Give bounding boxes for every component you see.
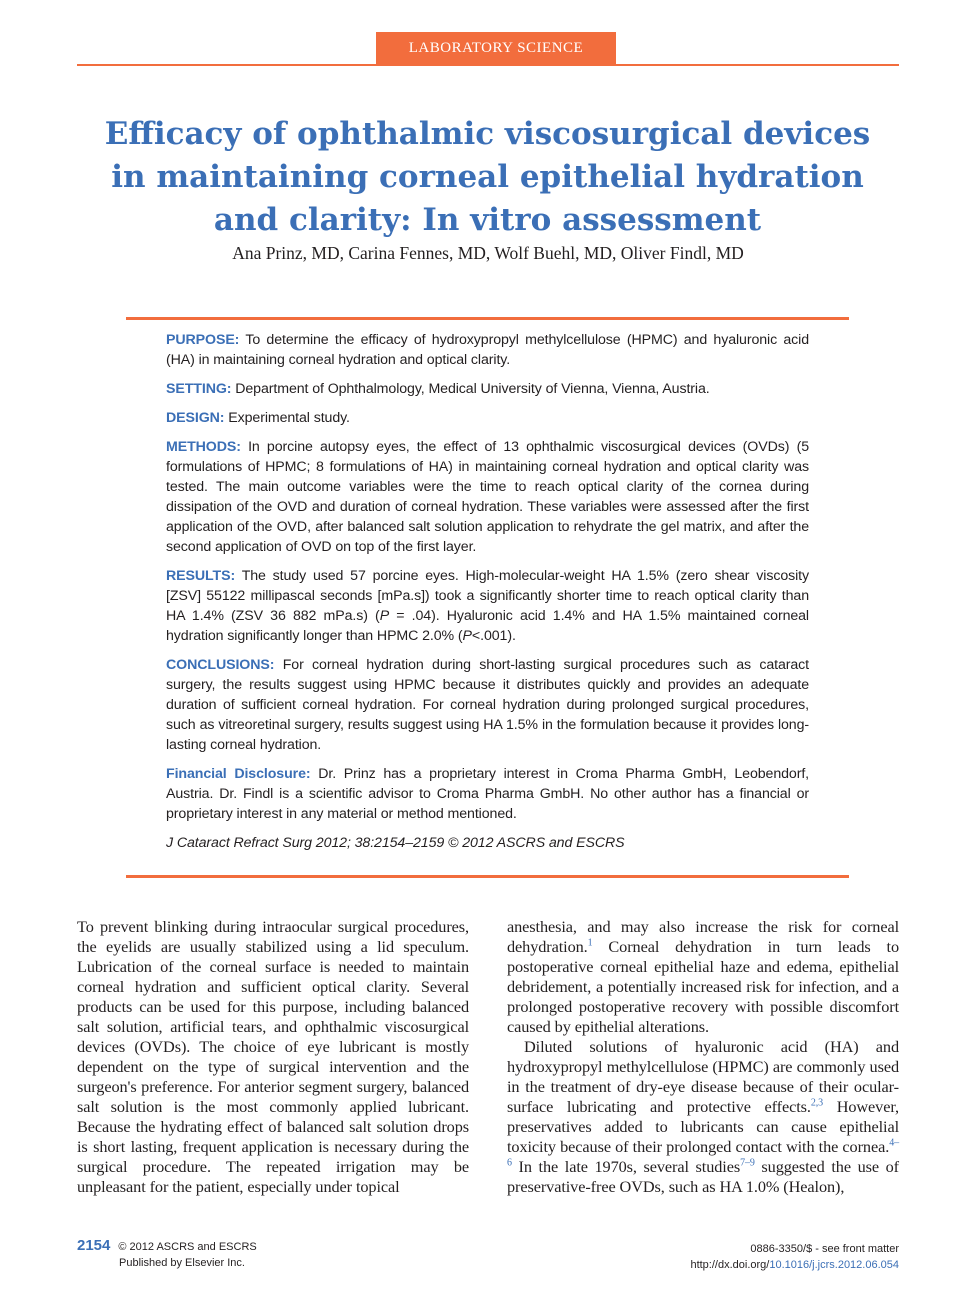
body-text: However, preservatives added to lubricants can cause epithelial toxicity because of their prolonged contact with the cornea. bbox=[507, 1097, 899, 1156]
footer-issn: 0886-3350/$ - see front matter bbox=[750, 1243, 899, 1255]
methods-label: METHODS: bbox=[166, 439, 241, 455]
methods-text: In porcine autopsy eyes, the effect of 13 ophthalmic viscosurgical devices (OVDs) (5 formulations of HPMC; 8 formulations of HA) in maintaining corneal hydration and optical clarity was tested. The main outcome variables were the time to reach optical clarity of the cornea during dissipation of the OVD and duration of corneal hydration. These variables were assessed after the first application of the OVD, after balanced salt solution application to rehydrate the gel matrix, and after the second application of OVD on top of the first layer. bbox=[166, 439, 809, 555]
body-paragraph bbox=[507, 917, 899, 1037]
conclusions-label: CONCLUSIONS: bbox=[166, 657, 275, 673]
abstract-design bbox=[166, 408, 809, 428]
author-list: Ana Prinz, MD, Carina Fennes, MD, Wolf Buehl, MD, Oliver Findl, MD bbox=[232, 243, 744, 263]
p-value-symbol: P bbox=[379, 608, 390, 624]
abstract-setting bbox=[166, 379, 809, 399]
reference-link[interactable]: 4–6 bbox=[507, 1137, 899, 1169]
title-line-3: and clarity: In vitro assessment bbox=[213, 201, 762, 238]
design-text: Experimental study. bbox=[228, 410, 350, 426]
doi-link[interactable]: 10.1016/j.jcrs.2012.06.054 bbox=[769, 1259, 899, 1271]
footer-right bbox=[690, 1241, 899, 1273]
abstract-purpose bbox=[166, 330, 809, 370]
section-tag: LABORATORY SCIENCE bbox=[376, 32, 616, 65]
disclosure-text: Dr. Prinz has a proprietary interest in Croma Pharma GmbH, Leobendorf, Austria. Dr. Findl is a scientific advisor to Croma Pharma GmbH. No other author has a financial or proprietary interest in any material or method mentioned. bbox=[166, 766, 810, 822]
results-label: RESULTS: bbox=[166, 568, 236, 584]
setting-text: Department of Ophthalmology, Medical University of Vienna, Vienna, Austria. bbox=[235, 381, 710, 397]
body-text: In the late 1970s, several studies bbox=[511, 1157, 741, 1176]
footer-left bbox=[77, 1238, 257, 1271]
results-text-c: <.001). bbox=[471, 628, 516, 644]
body-paragraph: To prevent blinking during intraocular surgical procedures, the eyelids are usually stabilized using a lid speculum. Lubrication of the corneal surface is needed to maintain corneal hydration and sufficient optical clarity. Several products can be used for this purpose, including balanced salt solution, artificial tears, and ophthalmic viscosurgical devices (OVDs). The choice of eye lubricant is mostly dependent on the type of surgical intervention and the surgeon's preference. For anterior segment surgery, balanced salt solution is the most commonly applied lubricant. Because the hydrating effect of balanced salt solution drops is short lasting, frequent application is necessary during the surgical procedure. The repeated irrigation may be unpleasant for the patient, especially under topical bbox=[77, 917, 469, 1196]
top-rule bbox=[77, 64, 899, 66]
body-column-right bbox=[507, 917, 899, 1197]
body-text: Corneal dehydration in turn leads to postoperative corneal epithelial haze and edema, epithelial debridement, a potentially increased risk for infection, and a prolonged postoperative recovery with possible discomfort caused by epithelial alterations. bbox=[507, 937, 899, 1036]
footer-publisher: Published by Elsevier Inc. bbox=[119, 1257, 245, 1269]
abstract bbox=[166, 330, 809, 862]
body-paragraph bbox=[507, 1037, 899, 1197]
body-text: Diluted solutions of hyaluronic acid (HA) and hydroxypropyl methylcellulose (HPMC) are commonly used in the treatment of dry-eye disease because of their ocular-surface lubricating and protective effects. bbox=[507, 1037, 899, 1116]
page-number: 2154 bbox=[77, 1237, 111, 1254]
p-value-symbol: P bbox=[462, 628, 472, 644]
results-text-b: = .04). Hyaluronic acid 1.4% and HA 1.5% maintained corneal hydration significantly longer than HPMC 2.0% ( bbox=[166, 608, 809, 644]
purpose-text: To determine the efficacy of hydroxypropyl methylcellulose (HPMC) and hyaluronic acid (HA) in maintaining corneal hydration and optical clarity. bbox=[166, 332, 809, 368]
purpose-label: PURPOSE: bbox=[166, 332, 240, 348]
reference-link[interactable]: 2,3 bbox=[810, 1097, 824, 1109]
conclusions-text: For corneal hydration during short-lasting surgical procedures such as cataract surgery, the results suggest using HPMC because it distributes quickly and provides an adequate duration of sufficient corneal hydration. For corneal hydration during prolonged surgical procedures, such as vitreoretinal surgery, results suggest using HA 1.5% in the formulation because it provides long-lasting corneal hydration. bbox=[166, 657, 810, 753]
body-column-left bbox=[77, 917, 469, 1197]
abstract-bottom-rule bbox=[126, 875, 849, 878]
setting-label: SETTING: bbox=[166, 381, 232, 397]
article-title bbox=[100, 113, 875, 242]
title-line-2: in maintaining corneal epithelial hydration bbox=[111, 158, 864, 195]
abstract-methods bbox=[166, 437, 809, 557]
body-text: anesthesia, and may also increase the risk for corneal dehydration. bbox=[507, 917, 899, 956]
journal-citation: J Cataract Refract Surg 2012; 38:2154–2159 © 2012 ASCRS and ESCRS bbox=[166, 835, 625, 851]
results-text-a: The study used 57 porcine eyes. High-molecular-weight HA 1.5% (zero shear viscosity [ZSV] 55122 millipascal seconds [mPa.s]) took a significantly shorter time to reach optical clarity than HA 1.4% (ZSV 36 882 mPa.s) ( bbox=[166, 568, 809, 624]
doi-prefix: http://dx.doi.org/ bbox=[690, 1259, 770, 1271]
design-label: DESIGN: bbox=[166, 410, 225, 426]
footer-doi bbox=[690, 1257, 899, 1273]
title-line-1: Efficacy of ophthalmic viscosurgical devices bbox=[104, 115, 871, 152]
reference-link[interactable]: 1 bbox=[587, 937, 593, 949]
reference-link[interactable]: 7–9 bbox=[740, 1157, 755, 1169]
financial-disclosure bbox=[166, 764, 809, 824]
abstract-top-rule bbox=[126, 317, 849, 320]
footer-copyright: © 2012 ASCRS and ESCRS bbox=[118, 1241, 257, 1253]
abstract-conclusions bbox=[166, 655, 809, 755]
body-text: suggested the use of preservative-free OVDs, such as HA 1.0% (Healon), bbox=[507, 1157, 899, 1196]
disclosure-label: Financial Disclosure: bbox=[166, 766, 311, 782]
abstract-results bbox=[166, 566, 809, 646]
